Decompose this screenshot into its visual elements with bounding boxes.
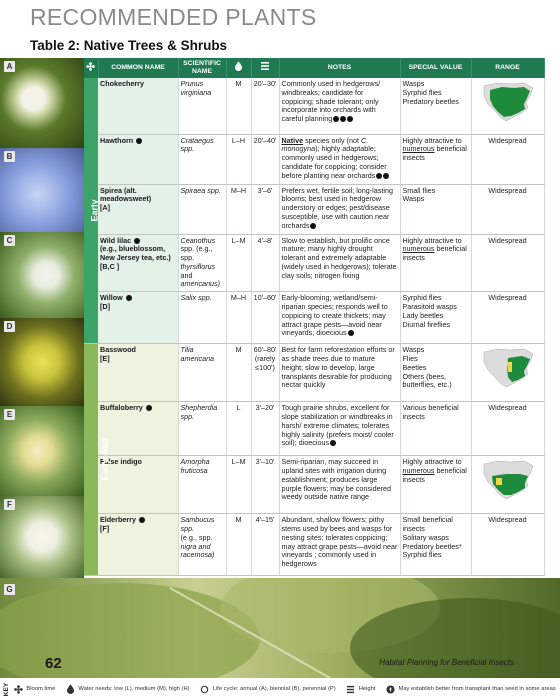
common-name-header: COMMON NAME — [98, 58, 178, 78]
special-value-header: SPECIAL VALUE — [400, 58, 471, 78]
common-name: Chokecherry — [98, 78, 178, 134]
photo-label: G — [4, 584, 15, 595]
table-row — [84, 514, 544, 576]
footnote-icon — [383, 173, 389, 179]
height: 10'–60' — [251, 292, 279, 344]
notes: Commonly used in hedgerows/ windbreaks; candidate for coppicing; shade tolerant; only incorporate into orchards with careful planning — [279, 78, 400, 134]
height: 60'–80' (rarely ≤100') — [251, 344, 279, 402]
range-text: Widespread — [471, 514, 544, 576]
scientific-name: Ceanothus spp. (e.g., spp. thyrsiflorus and americanus) — [178, 234, 226, 292]
water-needs: L–M — [226, 234, 251, 292]
running-footer: Habitat Planning for Beneficial Insects — [379, 658, 514, 667]
range-text: Widespread — [471, 234, 544, 292]
photo-label: C — [4, 235, 15, 246]
special-value: Wasps Syrphid flies Predatory beetles — [400, 78, 471, 134]
transplant-icon — [126, 295, 132, 301]
special-value: Wasps Flies Beetles Others (bees, butterflies, etc.) — [400, 344, 471, 402]
range-text: Widespread — [471, 184, 544, 234]
range-map — [471, 456, 544, 514]
range-text: Widespread — [471, 402, 544, 456]
key-item-life-cycle: Life cycle: annual (A), biennial (B), perennial (P) — [200, 684, 336, 694]
table-header-row — [84, 58, 544, 78]
footnote-icon — [333, 116, 339, 122]
range-header: RANGE — [471, 58, 544, 78]
range-map — [471, 344, 544, 402]
table-row — [84, 292, 544, 344]
special-value: Small flies Wasps — [400, 184, 471, 234]
scientific-name: Amorpha fruticosa — [178, 456, 226, 514]
native-plants-table — [84, 58, 545, 576]
height: 3'–20' — [251, 402, 279, 456]
transplant-icon — [136, 138, 142, 144]
water-needs: M — [226, 78, 251, 134]
special-value: Various beneficial insects — [400, 402, 471, 456]
common-name: Willow [D] — [98, 292, 178, 344]
table-row — [84, 78, 544, 134]
footnote-icon — [310, 223, 316, 229]
transplant-icon — [146, 405, 152, 411]
table-row — [84, 344, 544, 402]
scientific-name: Shepherdia spp. — [178, 402, 226, 456]
photo-label: E — [4, 409, 15, 420]
common-name: Buffaloberry — [98, 402, 178, 456]
special-value: Small beneficial insects Solitary wasps Predatory beetles* Syrphid flies — [400, 514, 471, 576]
notes: Abundant, shallow flowers; pithy stems used by bees and wasps for nesting sites; tolerates coppicing; may attract grape pests—avoid near vineyards ; commonly used in hedgerows — [279, 514, 400, 576]
special-value: Syrphid flies Parasitoid wasps Lady beetles Diurnal fireflies — [400, 292, 471, 344]
table-row — [84, 234, 544, 292]
height: 3'–6' — [251, 184, 279, 234]
notes-header: NOTES — [279, 58, 400, 78]
height-icon — [260, 61, 270, 71]
key-item-water-needs: Water needs: low (L), medium (M), high (H) — [65, 684, 189, 694]
common-name: Wild lilac (e.g., blueblossom, New Jersey tea, etc.) [B,C ] — [98, 234, 178, 292]
height: 20'–30' — [251, 78, 279, 134]
bloom-time-header — [84, 58, 98, 78]
table-row — [84, 456, 544, 514]
scientific-name: Tilia americana — [178, 344, 226, 402]
range-map-north-america — [478, 80, 538, 124]
photo-beetle-flowers — [0, 232, 84, 318]
transplant-icon — [134, 238, 140, 244]
photo-basswood-flowers — [0, 406, 84, 496]
height: 20'–40' — [251, 134, 279, 184]
water-needs: L–H — [226, 134, 251, 184]
photo-willow-catkin — [0, 318, 84, 406]
notes: Slow to establish, but prolific once mature; many highly drought tolerant and extremely adaptable (widely used in hedgerows); tolerate clay soils; nitrogen fixing — [279, 234, 400, 292]
range-text: Widespread — [471, 292, 544, 344]
bloom-time-icon — [13, 684, 23, 694]
scientific-name: Crataegus spp. — [178, 134, 226, 184]
range-map-north-america — [478, 346, 538, 390]
photo-ceanothus-blue — [0, 148, 84, 232]
height-icon — [346, 684, 356, 694]
water-drop-icon — [65, 684, 75, 694]
bloom-time-icon — [86, 62, 95, 71]
range-map-north-america — [478, 458, 538, 502]
transplant-icon — [385, 684, 395, 694]
notes: Native species only (not C. monogyna); highly adaptable; commonly used in hedgerows; candidate for coppicing; consider before planting near orchards — [279, 134, 400, 184]
key-item-transplant: May establish better from transplant than seed in some areas — [385, 684, 555, 694]
scientific-name-header: SCIENTIFIC NAME — [178, 58, 226, 78]
footnote-icon — [376, 173, 382, 179]
scientific-name: Prunus virginiana — [178, 78, 226, 134]
water-needs: M — [226, 514, 251, 576]
photo-label: F — [4, 499, 15, 510]
photo-elderberry-flowers — [0, 496, 84, 578]
page-number: 62 — [45, 655, 62, 672]
table-row — [84, 134, 544, 184]
scientific-name: Sambucus spp. (e.g., spp. nigra and racemosa) — [178, 514, 226, 576]
height-header — [251, 58, 279, 78]
footnote-icon — [348, 330, 354, 336]
notes: Early-blooming; wetland/semi-riparian species; responds well to coppicing to create thickets; may attract grape pests—avoid near vineyards; dioecious — [279, 292, 400, 344]
notes: Semi-riparian, may succeed in upland sites with irrigation during establishment; produces large purple flowers; may be considered weedy outside native range — [279, 456, 400, 514]
common-name: Basswood [E] — [98, 344, 178, 402]
table-row — [84, 184, 544, 234]
water-drop-icon — [235, 61, 242, 71]
table-row — [84, 402, 544, 456]
water-needs-header — [226, 58, 251, 78]
season-band-early: Early — [84, 78, 98, 344]
photo-label: A — [4, 61, 15, 72]
common-name: False indigo — [98, 456, 178, 514]
notes: Prefers wet, fertile soil; long-lasting blooms; best used in hedgerow understory or edges; pest/disease susceptible, use with caution near orchards — [279, 184, 400, 234]
water-needs: M–H — [226, 292, 251, 344]
water-needs: M — [226, 344, 251, 402]
special-value: Highly attractive to numerous beneficial insects — [400, 134, 471, 184]
photo-label: D — [4, 321, 15, 332]
scientific-name: Salix spp. — [178, 292, 226, 344]
footnote-icon — [340, 116, 346, 122]
season-band-early-mid: Early–Mid — [84, 344, 98, 576]
common-name: Spirea (alt. meadowsweet) [A] — [98, 184, 178, 234]
notes: Tough prairie shrubs, excellent for slope stabilization or windbreaks in harsh/ extreme climates; tolerates highly salinity (prefers moist/ cooler soil); dioecious — [279, 402, 400, 456]
special-value: Highly attractive to numerous beneficial insects — [400, 456, 471, 514]
water-needs: L–M — [226, 456, 251, 514]
height: 4'–15' — [251, 514, 279, 576]
notes: Best for farm reforestation efforts or as shade trees due to mature height; slow to develop, large transplants desirable for producing nectar quickly — [279, 344, 400, 402]
height: 3'–10' — [251, 456, 279, 514]
height: 4'–8' — [251, 234, 279, 292]
common-name: Elderberry [F] — [98, 514, 178, 576]
photo-chokecherry-flowers — [0, 58, 84, 148]
page-header: RECOMMENDED PLANTS — [30, 4, 317, 30]
footnote-icon — [330, 440, 336, 446]
table-title: Table 2: Native Trees & Shrubs — [30, 38, 228, 53]
photo-label: B — [4, 151, 15, 162]
footnote-icon — [347, 116, 353, 122]
common-name: Hawthorn — [98, 134, 178, 184]
scientific-name: Spiraea spp. — [178, 184, 226, 234]
photo-strip — [0, 58, 84, 578]
life-cycle-icon — [200, 684, 210, 694]
range-text: Widespread — [471, 134, 544, 184]
key-item-height: Height — [346, 684, 376, 694]
transplant-icon — [139, 517, 145, 523]
key-label: KEY — [0, 678, 13, 700]
water-needs: L — [226, 402, 251, 456]
water-needs: M–H — [226, 184, 251, 234]
key-item-bloom-time: Bloom time — [13, 684, 55, 694]
key-bar — [0, 678, 560, 700]
special-value: Highly attractive to numerous beneficial insects — [400, 234, 471, 292]
range-map — [471, 78, 544, 134]
